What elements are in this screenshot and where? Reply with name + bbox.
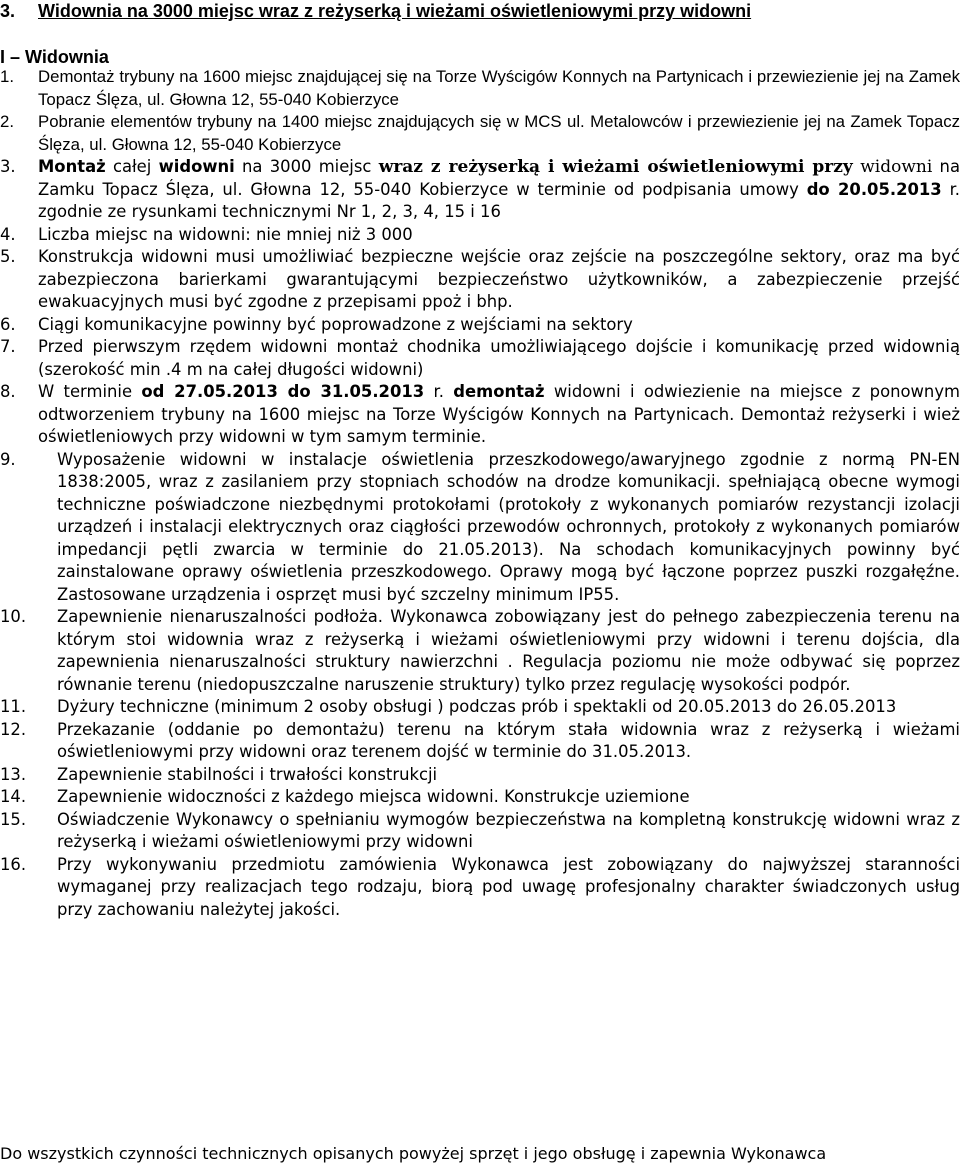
item-number: 3. <box>0 157 16 176</box>
heading-number: 3. <box>0 1 16 21</box>
item-number: 8. <box>0 382 16 401</box>
item-text: Zapewnienie stabilności i trwałości konstrukcji <box>57 764 438 784</box>
item-number: 13. <box>0 764 27 784</box>
list-item <box>0 719 960 764</box>
heading-text: Widownia na 3000 miejsc wraz z reżyserką i wieżami oświetleniowymi przy widowni <box>38 1 752 21</box>
item-number: 16. <box>0 854 27 874</box>
list-item <box>0 381 960 449</box>
item-text: Zapewnienie widoczności z każdego miejsca widowni. Konstrukcje uziemione <box>57 787 690 806</box>
item-text-bold-serif: wraz z reżyserką i wieżami oświetleniowymi przy <box>378 157 853 177</box>
item-number: 9. <box>0 449 16 469</box>
list-item <box>0 809 960 854</box>
item-number: 1. <box>0 67 14 86</box>
item-text: Dyżury techniczne (minimum 2 osoby obsługi ) podczas prób i spektakli od 20.05.2013 do 26.05.2013 <box>57 697 897 716</box>
section-heading <box>0 0 960 22</box>
list-item <box>0 66 960 111</box>
item-text: Ciągi komunikacyjne powinny być poprowadzone z wejściami na sektory <box>38 314 633 334</box>
item-text-bold: do 20.05.2013 <box>806 179 942 199</box>
subsection-heading: I – Widownia <box>0 47 109 67</box>
item-number: 11. <box>0 697 27 716</box>
requirements-list <box>0 66 960 921</box>
item-text-bold: widowni <box>158 157 235 176</box>
item-number: 7. <box>0 337 16 356</box>
item-number: 10. <box>0 607 27 626</box>
list-item <box>0 854 960 922</box>
list-item <box>0 449 960 607</box>
item-number: 4. <box>0 224 16 244</box>
item-text-bold: od 27.05.2013 do 31.05.2013 <box>141 382 425 401</box>
item-text: Liczba miejsc na widowni: nie mniej niż 3 000 <box>38 224 413 244</box>
item-text: Przed pierwszym rzędem widowni montaż chodnika umożliwiającego dojście i komunikację przed widownią (szerokość min .4 m na całej długości widowni) <box>38 337 960 379</box>
footer-note: Do wszystkich czynności technicznych opisanych powyżej sprzęt i jego obsługę i zapewnia Wykonawca <box>0 1144 827 1163</box>
list-item <box>0 764 960 787</box>
list-item <box>0 606 960 696</box>
item-text-bold: demontaż <box>453 382 545 401</box>
item-text: Pobranie elementów trybuny na 1400 miejsc znajdujących się w MCS ul. Metalowców i przewiezienie jej na Zamek Topacz Ślęza, ul. Głowna 12, 55-040 Kobierzyce <box>38 112 960 154</box>
item-text: r. zgodnie ze rysunkami technicznymi Nr 1, 2, 3, 4, 15 i 16 <box>38 179 960 221</box>
item-text: r. <box>424 382 454 401</box>
list-item <box>0 156 960 224</box>
list-item <box>0 696 960 719</box>
item-text: Przy wykonywaniu przedmiotu zamówienia Wykonawca jest zobowiązany do najwyższej staranności wymaganej przy realizacjach tego rodzaju, biorą pod uwagę profesjonalny charakter świadczonych usług przy zachowaniu należytej jakości. <box>57 854 960 919</box>
item-text: na 3000 miejsc <box>234 157 379 176</box>
item-text: Oświadczenie Wykonawcy o spełnianiu wymogów bezpieczeństwa na kompletną konstrukcję widowni wraz z reżyserką i wieżami oświetleniowymi przy widowni <box>57 809 960 851</box>
list-item <box>0 336 960 381</box>
list-item <box>0 314 960 337</box>
item-number: 5. <box>0 247 16 266</box>
item-text-bold: Montaż <box>38 157 106 176</box>
item-text: na Zamku Topacz Ślęza, ul. Głowna 12, 55-040 Kobierzyce w terminie od podpisania umowy <box>38 157 960 199</box>
item-text: Demontaż trybuny na 1600 miejsc znajdującej się na Torze Wyścigów Konnych na Partynicach i przewiezienie jej na Zamek Topacz Ślęza, ul. Głowna 12, 55-040 Kobierzyce <box>38 67 960 109</box>
item-text: Przekazanie (oddanie po demontażu) terenu na którym stała widownia wraz z reżyserką i wieżami oświetleniowymi przy widowni oraz terenem dojść w terminie do 31.05.2013. <box>57 719 960 761</box>
list-item <box>0 786 960 809</box>
item-text: widowni i odwiezienie na miejsce z ponownym odtworzeniem trybuny na 1600 miejsc na Torze Wyścigów Konnych na Partynicach. Demontaż reżyserki i wież oświetleniowych przy widowni w tym samym terminie. <box>38 382 960 446</box>
item-text: Wyposażenie widowni w instalacje oświetlenia przeszkodowego/awaryjnego zgodnie z normą PN-EN 1838:2005, wraz z zasilaniem przy stopniach schodów na drodze komunikacji. spełniającą obecne wymogi techniczne poświadczone niezbędnymi protokołami (protokoły z wykonanych pomiarów rezystancji izolacji urządzeń i instalacji elektrycznych oraz ciągłości przewodów ochronnych, protokoły z wykonanych pomiarów impedancji pętli zwarcia w terminie do 21.05.2013). Na schodach komunikacyjnych powinny być zainstalowane oprawy oświetlenia przeszkodowego. Oprawy mogą być łączone poprzez puszki rozgałęźne. Zastosowane urządzenia i osprzęt musi być szczelny minimum IP55. <box>57 449 960 604</box>
list-item <box>0 224 960 247</box>
list-item <box>0 246 960 314</box>
item-text: Zapewnienie nienaruszalności podłoża. Wykonawca zobowiązany jest do pełnego zabezpieczenia terenu na którym stoi widownia wraz z reżyserką i wieżami oświetleniowymi przy widowni i terenu dojścia, dla zapewnienia nienaruszalności struktury nawierzchni . Regulacja poziomu nie może odbywać się poprzez równanie terenu (niedopuszczalne naruszenie struktury) tylko przez regulację wysokości podpór. <box>57 607 960 694</box>
item-text-serif: widowni <box>852 157 933 177</box>
item-number: 2. <box>0 112 14 131</box>
item-number: 12. <box>0 719 27 739</box>
item-number: 15. <box>0 809 27 829</box>
item-text: Konstrukcja widowni musi umożliwiać bezpieczne wejście oraz zejście na poszczególne sektory, oraz ma być zabezpieczona barierkami gwarantującymi bezpieczeństwo użytkowników, a zabezpieczenie przejść ewakuacyjnych musi być zgodne z przepisami ppoż i bhp. <box>38 247 960 311</box>
item-text: W terminie <box>38 382 142 401</box>
item-number: 14. <box>0 787 27 806</box>
list-item <box>0 111 960 156</box>
item-number: 6. <box>0 314 16 334</box>
item-text: całej <box>105 157 159 176</box>
